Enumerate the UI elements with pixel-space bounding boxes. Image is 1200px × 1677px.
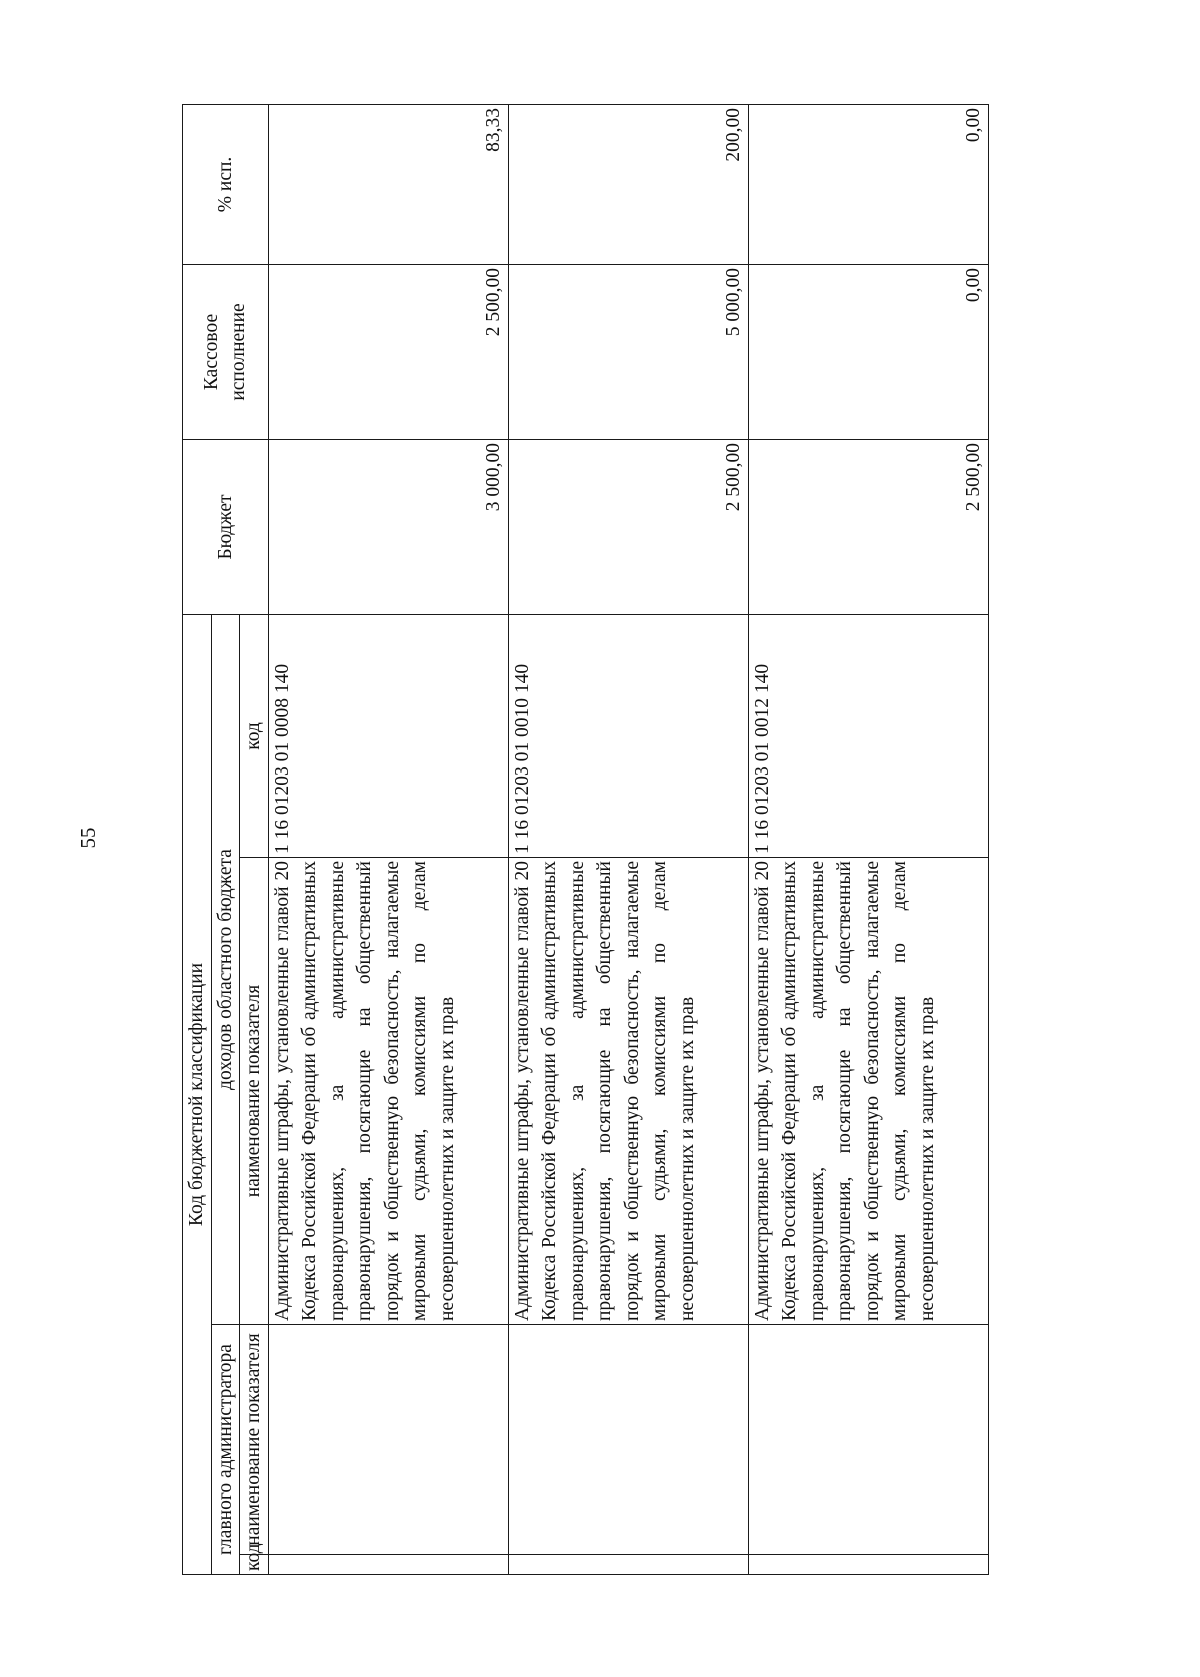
income-code-cell: 1 16 01203 01 0008 140 <box>268 614 508 857</box>
indicator-name-cell: Административные штрафы, установленные главой 20 Кодекса Российской Федерации об административных правонарушениях, за административные правонарушения, посягающие на общественный порядок и общественную безопасность, налагаемые мировыми судьями, комиссиями по делам несовершеннолетних и защите их прав <box>748 858 988 1325</box>
cash-execution-cell: 2 500,00 <box>268 264 508 439</box>
header-income-code: код <box>240 614 269 857</box>
indicator-name-cell: Административные штрафы, установленные главой 20 Кодекса Российской Федерации об административных правонарушениях, за административные правонарушения, посягающие на общественный порядок и общественную безопасность, налагаемые мировыми судьями, комиссиями по делам несовершеннолетних и защите их прав <box>268 858 508 1325</box>
table-row <box>508 104 748 1574</box>
rotated-table-sheet <box>182 105 984 1575</box>
budget-execution-table <box>182 104 989 1575</box>
header-regional-income: доходов областного бюджета <box>211 614 240 1324</box>
header-budget: Бюджет <box>183 439 269 614</box>
admin-name-cell <box>748 1325 988 1555</box>
admin-name-cell <box>268 1325 508 1555</box>
percent-cell: 0,00 <box>748 104 988 264</box>
admin-name-cell <box>508 1325 748 1555</box>
header-admin-indicator-name: наименование показателя <box>240 1325 269 1555</box>
cash-execution-cell: 0,00 <box>748 264 988 439</box>
admin-code-cell <box>268 1555 508 1575</box>
cash-execution-cell: 5 000,00 <box>508 264 748 439</box>
table-row <box>748 104 988 1574</box>
header-row-1 <box>183 104 212 1574</box>
page-number: 55 <box>76 827 100 849</box>
income-code-cell: 1 16 01203 01 0010 140 <box>508 614 748 857</box>
admin-code-cell <box>508 1555 748 1575</box>
budget-cell: 2 500,00 <box>508 439 748 614</box>
admin-code-cell <box>748 1555 988 1575</box>
header-percent-execution: % исп. <box>183 104 269 264</box>
budget-cell: 3 000,00 <box>268 439 508 614</box>
header-cash-execution: Кассовое исполнение <box>183 264 269 439</box>
header-income-indicator-name: наименование показателя <box>240 858 269 1325</box>
header-chief-administrator: главного администратора <box>211 1325 240 1575</box>
table-row <box>268 104 508 1574</box>
budget-cell: 2 500,00 <box>748 439 988 614</box>
header-admin-code: код <box>240 1555 269 1575</box>
header-classification-code: Код бюджетной классификации <box>183 614 212 1574</box>
indicator-name-cell: Административные штрафы, установленные главой 20 Кодекса Российской Федерации об административных правонарушениях, за административные правонарушения, посягающие на общественный порядок и общественную безопасность, налагаемые мировыми судьями, комиссиями по делам несовершеннолетних и защите их прав <box>508 858 748 1325</box>
income-code-cell: 1 16 01203 01 0012 140 <box>748 614 988 857</box>
percent-cell: 200,00 <box>508 104 748 264</box>
percent-cell: 83,33 <box>268 104 508 264</box>
